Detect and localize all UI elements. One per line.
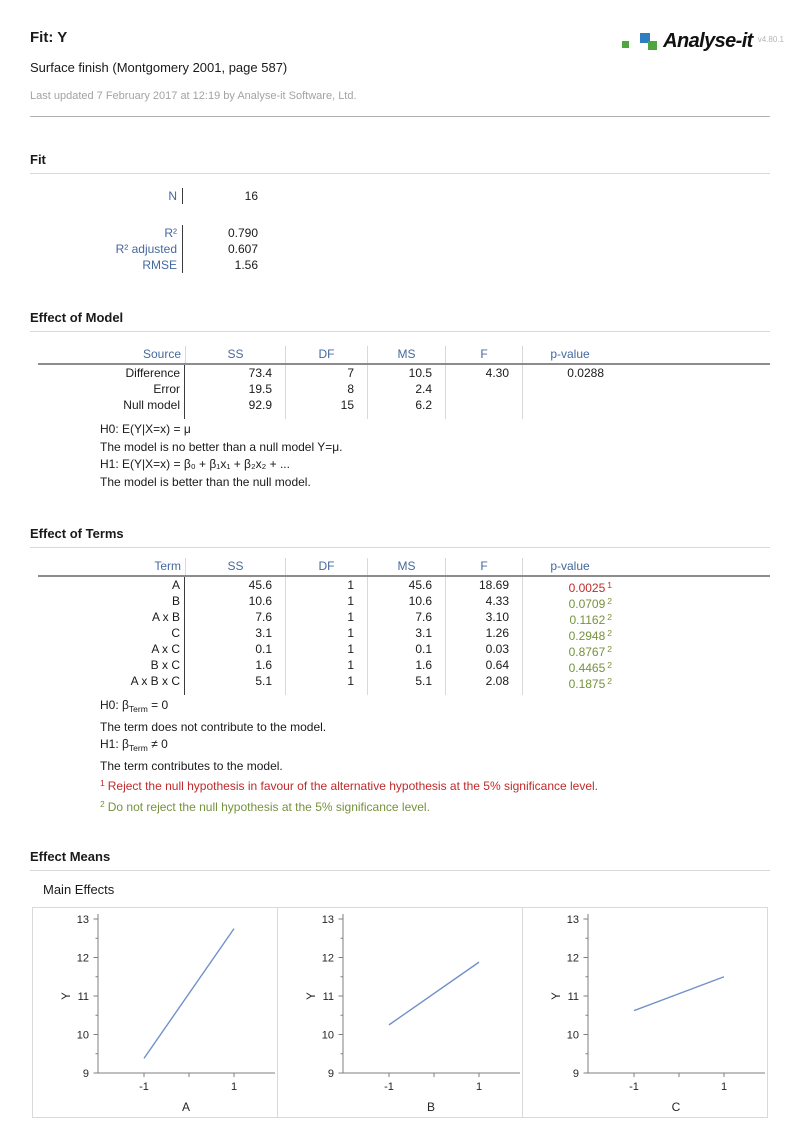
cell-ms: 10.6	[367, 593, 445, 609]
pvalue: 0.1875	[568, 677, 606, 691]
pvalue: 0.4465	[568, 661, 606, 675]
effect-means-heading: Effect Means	[30, 849, 770, 871]
svg-text:9: 9	[327, 1068, 334, 1080]
cell-ss: 1.6	[255, 658, 272, 672]
beta-subscript: Term	[128, 704, 148, 714]
brand-name: Analyse-it	[663, 30, 753, 52]
fit-n-group	[38, 188, 770, 204]
stat-value-n: 16	[244, 189, 258, 203]
fit-rsq-group	[38, 225, 770, 273]
header-divider	[30, 116, 770, 117]
svg-text:1: 1	[230, 1081, 238, 1093]
main-effects-charts	[32, 907, 768, 1118]
svg-text:B: B	[426, 1100, 436, 1114]
effect-means-section	[30, 849, 770, 1118]
cell-df: 1	[285, 673, 367, 689]
cell-f: 18.69	[445, 577, 522, 593]
svg-text:10: 10	[566, 1029, 579, 1042]
cell-ms: 7.6	[367, 609, 445, 625]
table-row	[38, 365, 770, 381]
svg-text:C: C	[671, 1100, 681, 1114]
h1-explanation: The model is better than the null model.	[100, 474, 311, 489]
cell-ms: 3.1	[367, 625, 445, 641]
cell-ms: 2.4	[367, 381, 445, 397]
table-row	[38, 577, 770, 593]
footnote-marker: 1	[607, 580, 612, 590]
svg-text:13: 13	[566, 914, 579, 926]
svg-text:-1: -1	[629, 1081, 639, 1093]
effect-of-model-table	[38, 346, 770, 419]
cell-df: 1	[285, 609, 367, 625]
table-row	[38, 625, 770, 641]
cell-df: 1	[285, 657, 367, 673]
cell-term: A x B	[38, 609, 185, 625]
col-header-df: DF	[285, 346, 367, 363]
h1-line: H1: E(Y|X=x) = β₀ + β₁x₁ + β₂x₂ + ...	[100, 457, 290, 471]
cell-ss: 19.5	[248, 382, 272, 396]
beta-subscript: Term	[128, 743, 148, 753]
col-header-pvalue: p-value	[522, 346, 617, 363]
cell-df: 8	[285, 381, 367, 397]
cell-f	[445, 397, 522, 413]
table-row	[38, 673, 770, 689]
cell-pvalue	[522, 625, 617, 641]
h0-line: H0: $\beta_{Term} = 0$	[100, 698, 169, 714]
svg-text:13: 13	[321, 914, 334, 926]
cell-ss: 73.4	[248, 366, 272, 380]
svg-text:-1: -1	[139, 1081, 149, 1093]
cell-ss: 3.1	[255, 626, 272, 640]
cell-ss: 0.1	[255, 642, 272, 656]
stat-label-rsq-adj: R² adjusted	[115, 242, 177, 256]
cell-f: 0.03	[445, 641, 522, 657]
footnote-marker: 2	[607, 676, 612, 686]
table-bottom-spacer	[38, 413, 770, 419]
report-subtitle: Surface finish (Montgomery 2001, page 587)	[30, 60, 288, 75]
svg-text:13: 13	[76, 914, 89, 926]
svg-text:10: 10	[76, 1029, 89, 1042]
table-bottom-spacer	[38, 689, 770, 695]
logo-green-square-icon	[622, 41, 629, 48]
footnote-marker: 2	[607, 612, 612, 622]
svg-text:1: 1	[720, 1081, 728, 1093]
cell-pvalue	[522, 577, 617, 593]
footnote-marker: 2	[607, 596, 612, 606]
cell-ms: 1.6	[367, 657, 445, 673]
cell-f: 4.33	[445, 593, 522, 609]
logo-green-overlap-icon	[648, 41, 657, 50]
cell-ms: 5.1	[367, 673, 445, 689]
cell-f	[445, 381, 522, 397]
col-header-ss: SS	[185, 558, 285, 575]
table-row	[38, 609, 770, 625]
col-header-ms: MS	[367, 346, 445, 363]
effect-of-terms-section	[30, 526, 770, 816]
cell-ss: 45.6	[248, 578, 272, 592]
last-updated-text: Last updated 7 February 2017 at 12:19 by Analyse-it Software, Ltd.	[30, 90, 357, 102]
cell-term: C	[38, 625, 185, 641]
svg-text:1: 1	[475, 1081, 483, 1093]
cell-pvalue	[522, 641, 617, 657]
stat-value-rsq: 0.790	[227, 226, 258, 240]
h0-line: H0: E(Y|X=x) = μ	[100, 422, 191, 436]
col-header-ss: SS	[185, 346, 285, 363]
page-title: Fit: Y	[30, 29, 68, 46]
table-row	[38, 593, 770, 609]
pvalue: 0.0025	[568, 581, 606, 595]
cell-pvalue	[522, 673, 617, 689]
cell-f: 0.64	[445, 657, 522, 673]
model-hypothesis-notes	[100, 421, 770, 491]
cell-df: 1	[285, 641, 367, 657]
h0-explanation: The model is no better than a null model Y=μ.	[100, 439, 343, 454]
pvalue: 0.0709	[568, 597, 606, 611]
stat-value-rmse: 1.56	[234, 258, 258, 272]
pvalue: 0.2948	[568, 629, 606, 643]
svg-text:12: 12	[566, 952, 579, 965]
cell-term: A x B x C	[38, 673, 185, 689]
svg-text:Y: Y	[551, 992, 563, 1000]
cell-f: 2.08	[445, 673, 522, 689]
svg-text:9: 9	[572, 1068, 579, 1080]
effect-of-terms-table	[38, 558, 770, 695]
table-row	[38, 397, 770, 413]
col-header-source: Source	[142, 347, 181, 361]
main-effect-chart-b	[277, 908, 522, 1117]
col-header-pvalue: p-value	[522, 558, 617, 575]
main-effect-chart-a	[33, 908, 277, 1117]
fit-stats-table	[38, 188, 770, 273]
effect-of-terms-heading: Effect of Terms	[30, 526, 770, 548]
h1-line: H1: $\beta_{Term} \ne 0$	[100, 737, 168, 753]
pvalue: 0.1162	[569, 613, 606, 627]
footnote-marker: 2	[607, 644, 612, 654]
footnote-marker: 2	[607, 628, 612, 638]
h0-explanation: The term does not contribute to the model.	[100, 719, 327, 734]
svg-text:12: 12	[76, 952, 89, 965]
cell-pvalue	[522, 657, 617, 673]
cell-ms: 0.1	[367, 641, 445, 657]
cell-df: 1	[285, 577, 367, 593]
cell-pvalue	[522, 593, 617, 609]
cell-df: 1	[285, 593, 367, 609]
cell-source: Null model	[38, 397, 185, 413]
svg-text:11: 11	[567, 991, 579, 1003]
svg-text:12: 12	[321, 952, 334, 965]
version-label: v4.80.1	[757, 35, 784, 44]
fit-section	[30, 152, 770, 273]
cell-term: A x C	[38, 641, 185, 657]
cell-ms: 10.5	[367, 365, 445, 381]
footnote-reject: $^1$ Reject the null hypothesis in favour of the alternative hypothesis at the 5% significance level.	[100, 778, 599, 793]
cell-ss: 7.6	[255, 610, 272, 624]
cell-ms: 45.6	[367, 577, 445, 593]
cell-f: 4.30	[445, 365, 522, 381]
h1-explanation: The term contributes to the model.	[100, 758, 283, 773]
cell-pvalue	[522, 381, 617, 397]
fit-heading: Fit	[30, 152, 770, 174]
cell-pvalue: 0.0288	[522, 365, 617, 381]
svg-text:10: 10	[321, 1029, 334, 1042]
cell-f: 3.10	[445, 609, 522, 625]
svg-text:Y: Y	[306, 992, 318, 1000]
col-header-df: DF	[285, 558, 367, 575]
stat-label-n: N	[168, 189, 177, 203]
cell-term: B	[38, 593, 185, 609]
cell-f: 1.26	[445, 625, 522, 641]
cell-ms: 6.2	[367, 397, 445, 413]
analyse-it-logo	[622, 30, 784, 53]
cell-ss: 5.1	[255, 674, 272, 688]
spacer	[38, 204, 770, 225]
footnote-not-reject: $^2$ Do not reject the null hypothesis at the 5% significance level.	[100, 798, 430, 814]
cell-term: A	[38, 577, 185, 593]
col-header-term: Term	[154, 559, 181, 573]
cell-pvalue	[522, 397, 617, 413]
cell-pvalue	[522, 609, 617, 625]
effect-of-model-section	[30, 310, 770, 491]
table-row	[38, 657, 770, 673]
stat-value-rsq-adj: 0.607	[227, 242, 258, 256]
cell-source: Difference	[38, 365, 185, 381]
svg-text:Y: Y	[61, 992, 73, 1000]
svg-text:11: 11	[322, 991, 334, 1003]
cell-df: 1	[285, 625, 367, 641]
report-header	[30, 0, 784, 102]
stat-label-rsq: R²	[164, 226, 177, 240]
col-header-f: F	[445, 346, 522, 363]
col-header-f: F	[445, 558, 522, 575]
cell-ss: 92.9	[248, 398, 272, 412]
cell-df: 15	[285, 397, 367, 413]
effect-of-model-heading: Effect of Model	[30, 310, 770, 332]
svg-text:11: 11	[77, 991, 89, 1003]
main-effect-chart-c	[522, 908, 767, 1117]
table-header-row	[38, 558, 770, 577]
table-row	[38, 641, 770, 657]
logo-mark-icon	[640, 33, 658, 50]
cell-ss: 10.6	[248, 594, 272, 608]
col-header-ms: MS	[367, 558, 445, 575]
main-effects-subheading: Main Effects	[43, 882, 115, 897]
svg-text:A: A	[181, 1100, 191, 1114]
svg-text:9: 9	[82, 1068, 89, 1080]
cell-df: 7	[285, 365, 367, 381]
stat-label-rmse: RMSE	[142, 258, 177, 272]
cell-source: Error	[38, 381, 185, 397]
cell-term: B x C	[38, 657, 185, 673]
table-header-row	[38, 346, 770, 365]
table-row	[38, 381, 770, 397]
svg-text:-1: -1	[384, 1081, 394, 1093]
pvalue: 0.8767	[568, 645, 606, 659]
footnote-marker: 2	[607, 660, 612, 670]
terms-hypothesis-notes	[100, 697, 770, 816]
